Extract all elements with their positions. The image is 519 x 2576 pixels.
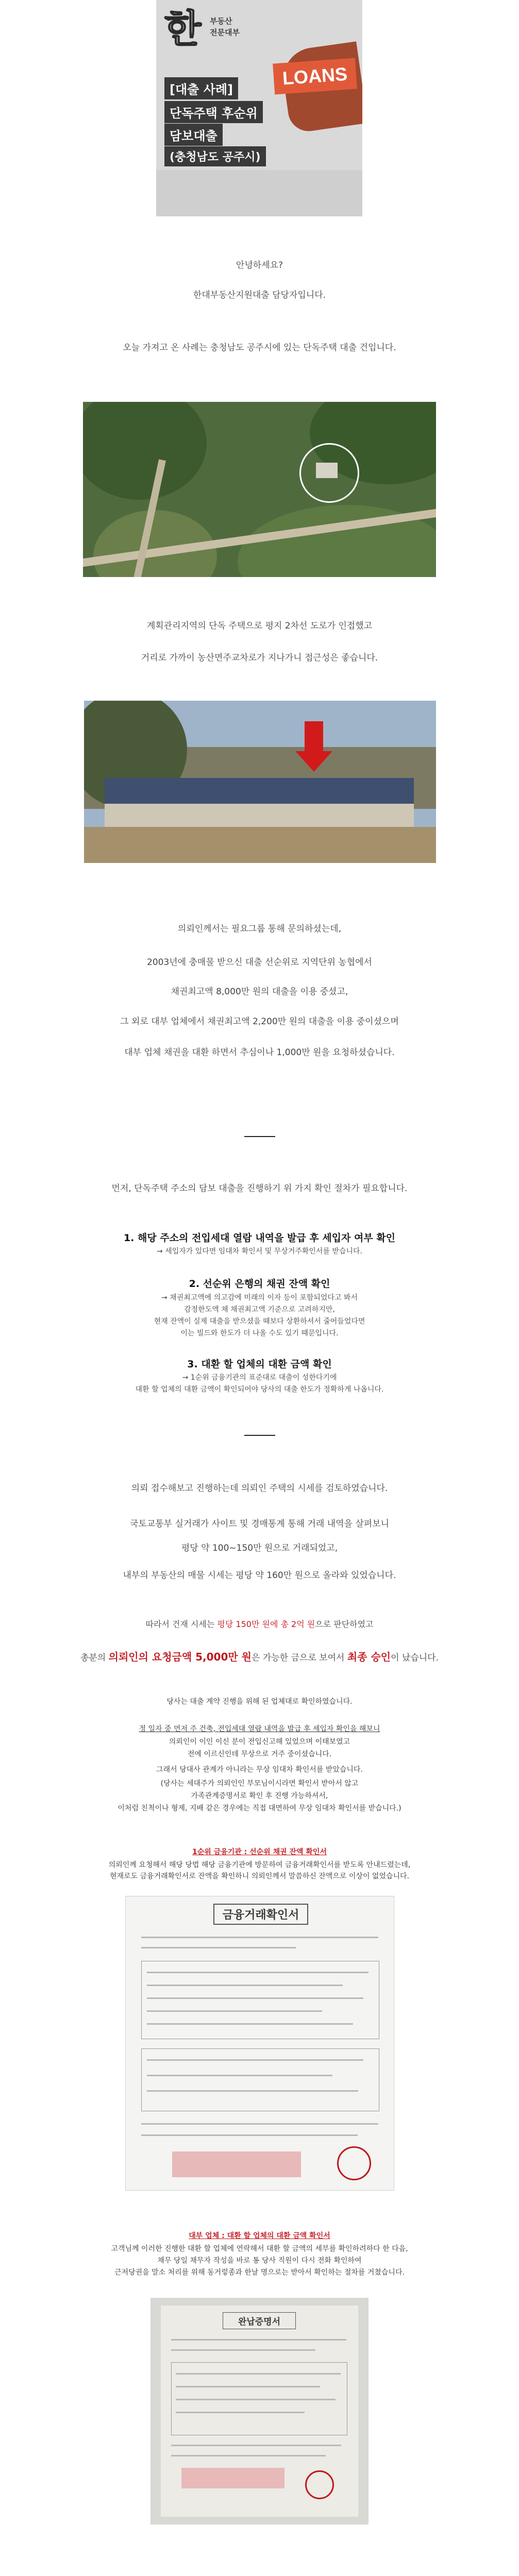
requested-amount-highlight: 의뢰인의 요청금액 5,000만 원: [108, 1651, 252, 1663]
appraisal-4: 내부의 부동산의 매물 시세는 평당 약 160만 원으로 올라와 있었습니다.: [123, 1570, 396, 1581]
section-divider: [244, 1136, 275, 1137]
step-2-body: 현재 잔액이 실제 대출을 받으셨을 때보다 상환하셔서 줄어들었다면: [154, 1317, 365, 1326]
banner-line-1: [대출 사례]: [164, 77, 238, 99]
form-title: 금융거래확인서: [213, 1904, 308, 1925]
loan-info-3: 채권최고액 8,000만 원의 대출을 이용 중셨고,: [171, 987, 348, 997]
full-repayment-certificate: [150, 2298, 369, 2524]
verify-line: 가족관계증명서로 확인 후 진행 가능하셔서,: [191, 1792, 328, 1800]
aerial-map-photo: [83, 402, 436, 577]
house-roof: [105, 778, 414, 804]
form-line: [141, 1937, 378, 1938]
doc1-caption-title: 1순위 금융기관 : 선순위 채권 잔액 확인서: [192, 1848, 327, 1856]
checklist-intro: 먼저, 단독주택 주소의 담보 대출을 진행하기 위 가지 확인 절차가 필요합니다.: [111, 1183, 408, 1194]
company-intro: 한대부동산지원대출 담당자입니다.: [193, 290, 326, 300]
loans-sign: LOANS: [273, 58, 357, 94]
price-highlight: 평당 150만 원에 총 2억 원: [217, 1619, 315, 1629]
verify-line: 그래서 당대사 관계가 아니라는 무상 임대차 확인서를 받았습니다.: [156, 1766, 363, 1774]
financial-transaction-certificate: [125, 1896, 394, 2191]
greeting: 안녕하세요?: [236, 260, 283, 270]
step-3-body: → 1순위 금융기관의 표준대로 대출이 성한다기에: [182, 1374, 337, 1382]
case-intro: 오늘 가져고 온 사례는 충청남도 공주시에 있는 단독주택 대출 건입니다.: [123, 343, 396, 353]
banner-line-4: (충청남도 공주시): [164, 146, 266, 166]
loan-info-5: 대부 업체 채권을 대환 하면서 추심이나 1,000만 원을 요청하셨습니다.: [124, 1047, 395, 1058]
form-line: [171, 2445, 341, 2446]
step-1-title: 1. 해당 주소의 전입세대 열람 내역을 발급 후 세입자 여부 확인: [123, 1232, 396, 1244]
redacted-area: [181, 2468, 284, 2488]
red-arrow-icon: [305, 721, 323, 752]
step-2-body: 이는 빌드와 한도가 더 나올 수도 있기 때문입니다.: [180, 1329, 339, 1337]
loan-info-1: 의뢰인께서는 필요그룹 통해 문의하셨는데,: [177, 924, 342, 934]
company-logo: 한 부동산 전문대부: [164, 7, 240, 51]
step-2-title: 2. 선순위 은행의 채권 잔액 확인: [189, 1278, 330, 1290]
property-line-2: 거리로 가까이 농산면주교차로가 지나가니 접근성은 좋습니다.: [141, 653, 378, 663]
form-line: [141, 2134, 358, 2136]
appraisal-3: 평당 약 100~150만 원으로 거래되었고,: [181, 1543, 338, 1553]
form-table: [171, 2362, 347, 2435]
form-line: [171, 2339, 346, 2341]
banner-illustration-block: [156, 170, 362, 216]
banner-line-2: 단독주택 후순위: [164, 101, 263, 123]
step-2-body: → 채권최고액에 의고감에 미래의 이자 등이 포함되었다고 봐서: [161, 1294, 358, 1302]
verify-line: 정 일자 중 먼저 주 건축, 전입세대 열람 내역을 발급 후 세입자 확인을 해보니: [139, 1725, 380, 1733]
doc2-caption: 근저당권을 말소 처리를 위해 동거렇종과 한날 명으로는 받아서 확인하는 절차를 거쳤습니다.: [114, 2268, 405, 2277]
vegetation-patch: [83, 402, 207, 500]
form-line: [141, 2123, 378, 2125]
verify-line: 이처럼 친척이나 형제, 지배 같은 경우에는 직접 대면하여 무상 임대차 확인서를 받습니다.): [118, 1804, 401, 1812]
approval-highlight: 최종 승인: [347, 1651, 391, 1663]
final-approval: 총분의 의뢰인의 요청금액 5,000만 원은 가능한 금으로 보여서 최종 승인이 났습니다.: [80, 1651, 439, 1663]
hero-banner: [156, 0, 362, 216]
building-roof: [316, 463, 338, 478]
step-2-body: 감정한도액 채 채권최고액 기준으로 고려하지만,: [184, 1306, 335, 1314]
company-seal-icon: [305, 2470, 334, 2499]
step-3-title: 3. 대환 할 업체의 대환 금액 확인: [187, 1359, 332, 1370]
appraisal-2: 국토교통부 실거래가 사이트 및 경매통계 통해 거래 내역을 살펴보니: [129, 1519, 390, 1529]
house-photo: [84, 701, 436, 863]
property-line-1: 계획관리지역의 단독 주택으로 평지 2차선 도로가 인접했고: [146, 621, 373, 631]
loan-info-2: 2003년에 충매물 받으신 대출 선순위로 지역단위 농협에서: [147, 957, 372, 968]
red-arrow-head-icon: [295, 751, 332, 772]
price-decision: 따라서 건재 시세는 평당 150만 원에 총 2억 원으로 판단하였고: [145, 1619, 374, 1629]
step-1-body: → 세입자가 있다면 임대차 확인서 및 무상거주확인서를 받습니다.: [157, 1247, 362, 1256]
verify-line: 당사는 대출 계약 진행을 위해 된 업체대로 확인하였습니다.: [166, 1698, 353, 1706]
doc2-caption: 고객님께 이러한 진행한 대환 할 업체에 연락해서 대환 할 금액의 세부를 확인하려하다 한 다음,: [111, 2245, 408, 2253]
form-line: [171, 2455, 326, 2456]
verify-line: 전에 이르신인데 무상으로 거주 중이셨습니다.: [187, 1750, 332, 1758]
form-line: [171, 2349, 315, 2351]
appraisal-1: 의뢰 접수해보고 진행하는데 의뢰인 주택의 시세를 검토하였습니다.: [131, 1483, 388, 1494]
section-divider: [244, 1435, 275, 1436]
doc2-caption-title: 대부 업체 : 대환 할 업체의 대환 금액 확인서: [189, 2232, 330, 2240]
verify-line: (당사는 세대주가 의뢰인인 부모님이시라면 확인서 받아서 않고: [160, 1780, 359, 1788]
step-3-body: 대환 할 업체의 대환 금액이 확인되어야 당사의 대출 한도가 정확하게 나옵니다.: [135, 1385, 384, 1394]
banner-line-3: 담보대출: [164, 124, 223, 146]
form-table: [141, 1961, 379, 2039]
form-line: [141, 1947, 296, 1948]
house-wall: [105, 804, 414, 827]
verify-line: 의뢰인이 이인 이신 분이 전입신고해 있었으며 이태보였고: [169, 1738, 350, 1746]
form-table: [141, 2048, 379, 2111]
doc1-caption: 현재로도 금융거래확인서로 잔액을 확인하니 의뢰인께서 말씀하신 잔액으로 이상이 없었습니다.: [109, 1872, 409, 1880]
redacted-area: [172, 2151, 301, 2177]
yard: [84, 827, 436, 863]
loan-info-4: 그 외로 대부 업체에서 채권최고액 2,200만 원의 대출을 이용 중이셨으며: [120, 1016, 399, 1027]
doc2-caption: 채무 당일 채무자 작성을 바로 통 당사 직원이 다시 전화 확인하여: [157, 2257, 362, 2265]
form-title: 완납증명서: [223, 2312, 296, 2329]
doc1-caption: 의뢰인께 요청해서 해당 당법 해당 금융기관에 방문하여 금융거래확인서를 받도록 안내드렸는데,: [108, 1861, 411, 1869]
bank-seal-icon: [337, 2146, 371, 2180]
